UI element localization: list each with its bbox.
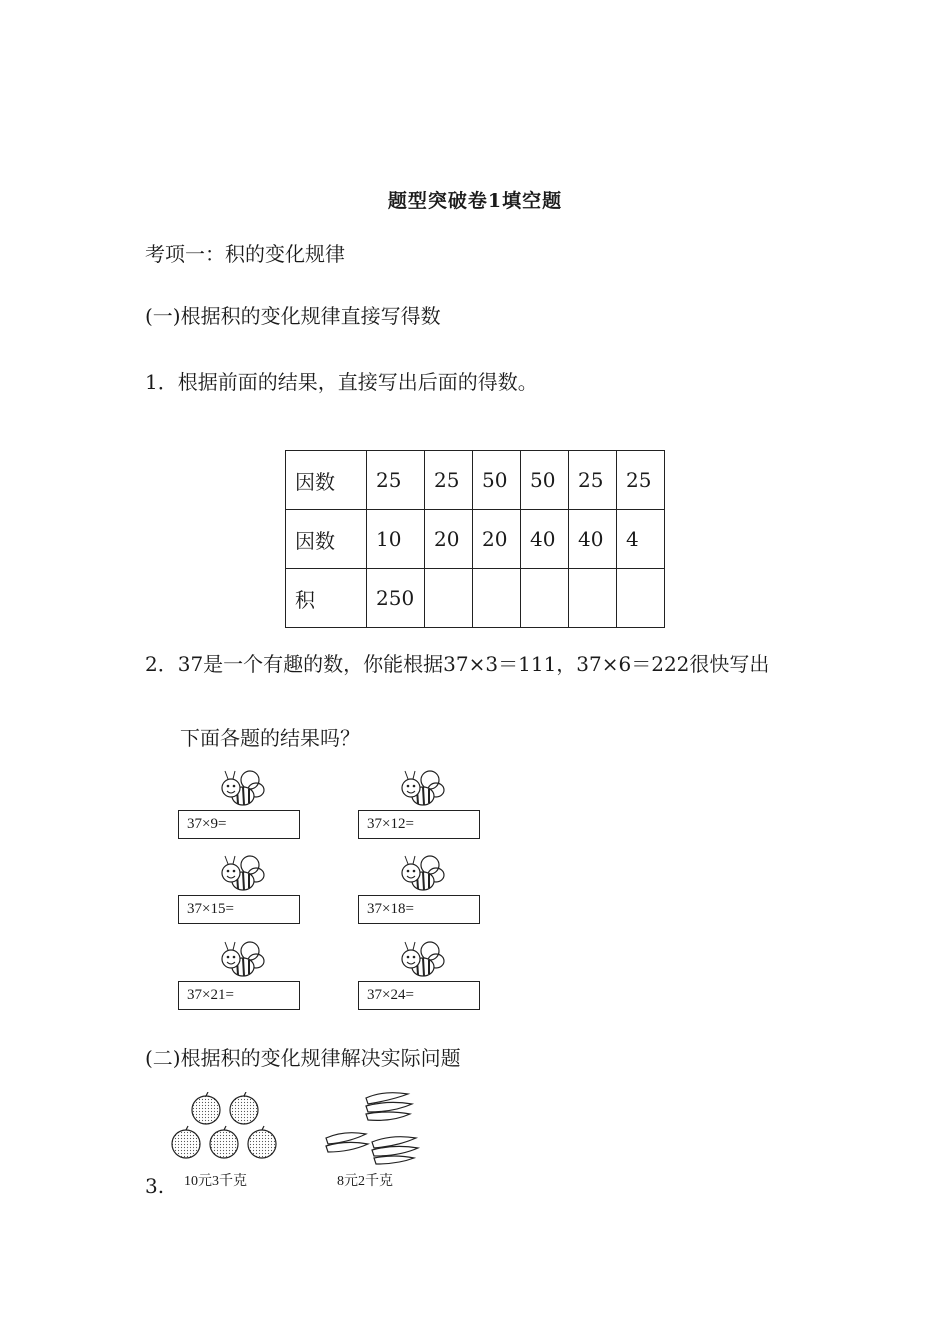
table-cell: 4 [617, 510, 665, 569]
table-cell: 25 [425, 451, 473, 510]
table-cell: 40 [521, 510, 569, 569]
table-cell: 20 [473, 510, 521, 569]
answer-cell[interactable] [569, 569, 617, 628]
multiplication-box[interactable]: 37×24= [358, 981, 480, 1010]
question-text: 37是一个有趣的数，你能根据37×3＝111，37×6＝222很快写出 [177, 652, 770, 676]
section-heading: 考项一：积的变化规律 [145, 242, 345, 266]
question-3-number: 3. [145, 1174, 165, 1198]
table-cell: 25 [617, 451, 665, 510]
bananas-icon [322, 1086, 422, 1166]
table-cell: 25 [367, 451, 425, 510]
subsection-heading-1: (一)根据积的变化规律直接写得数 [145, 304, 441, 328]
multiplication-box[interactable]: 37×9= [178, 810, 300, 839]
multiplication-box[interactable]: 37×12= [358, 810, 480, 839]
multiplication-box[interactable]: 37×21= [178, 981, 300, 1010]
answer-cell[interactable] [521, 569, 569, 628]
banana-price-label: 8元2千克 [337, 1174, 393, 1189]
bee-icon [216, 768, 266, 810]
bee-icon [396, 939, 446, 981]
table-cell: 10 [367, 510, 425, 569]
bee-icon [216, 853, 266, 895]
table-cell: 40 [569, 510, 617, 569]
bee-icon [396, 853, 446, 895]
table-cell: 25 [569, 451, 617, 510]
multiplication-box[interactable]: 37×15= [178, 895, 300, 924]
answer-cell[interactable] [617, 569, 665, 628]
table-cell: 20 [425, 510, 473, 569]
question-1 [145, 366, 538, 395]
question-number: 2． [145, 652, 178, 676]
table-row [286, 451, 665, 510]
question-2 [145, 648, 769, 677]
question-2-continued: 下面各题的结果吗？ [180, 726, 360, 750]
question-number: 1． [145, 370, 178, 394]
apples-icon [168, 1092, 280, 1166]
table-row [286, 510, 665, 569]
page-title: 题型突破卷1填空题 [387, 190, 563, 212]
subsection-heading-2: (二)根据积的变化规律解决实际问题 [145, 1046, 461, 1070]
table-row [286, 569, 665, 628]
row-label: 因数 [286, 451, 367, 510]
table-cell: 250 [367, 569, 425, 628]
question-text: 根据前面的结果，直接写出后面的得数。 [177, 370, 538, 394]
bee-icon [396, 768, 446, 810]
factor-table [285, 450, 665, 628]
answer-cell[interactable] [473, 569, 521, 628]
row-label: 因数 [286, 510, 367, 569]
multiplication-box[interactable]: 37×18= [358, 895, 480, 924]
apple-price-label: 10元3千克 [184, 1174, 247, 1189]
answer-cell[interactable] [425, 569, 473, 628]
bee-icon [216, 939, 266, 981]
row-label: 积 [286, 569, 367, 628]
table-cell: 50 [521, 451, 569, 510]
table-cell: 50 [473, 451, 521, 510]
